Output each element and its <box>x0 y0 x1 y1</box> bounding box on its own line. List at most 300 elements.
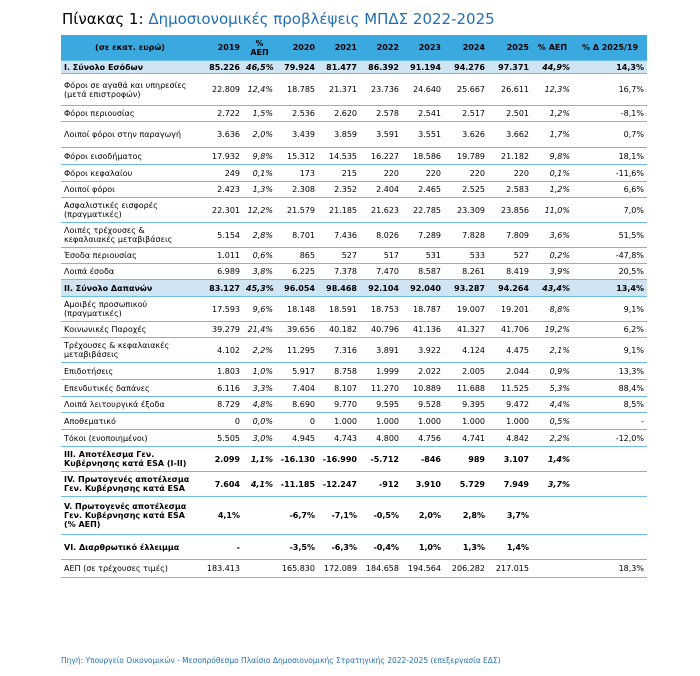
cell: 12,2% <box>243 198 276 223</box>
cell: 0,0% <box>243 413 276 430</box>
cell: 7.378 <box>318 264 360 280</box>
cell: 7.604 <box>199 472 243 497</box>
cell: -12.247 <box>318 472 360 497</box>
cell: 3.626 <box>444 122 488 148</box>
cell: 527 <box>318 248 360 264</box>
cell: 1,4% <box>488 535 532 560</box>
cell: 8.107 <box>318 380 360 397</box>
cell: -6,3% <box>318 535 360 560</box>
cell: 24.640 <box>402 74 444 106</box>
cell: -16.130 <box>276 447 318 472</box>
cell: -8,1% <box>573 106 647 122</box>
cell: 2.541 <box>402 106 444 122</box>
header-gdp-2019: % ΑΕΠ <box>243 35 276 61</box>
cell: 1,3% <box>243 182 276 198</box>
cell: 2.525 <box>444 182 488 198</box>
cell: 5.729 <box>444 472 488 497</box>
cell: 23.309 <box>444 198 488 223</box>
cell: 4,1% <box>199 497 243 535</box>
cell: 21.579 <box>276 198 318 223</box>
cell: 46,5% <box>243 61 276 74</box>
header-gdp-2025: % ΑΕΠ <box>532 35 573 61</box>
table-title <box>62 10 495 28</box>
table-row <box>61 74 647 106</box>
cell: 1.011 <box>199 248 243 264</box>
cell: 3,9% <box>532 264 573 280</box>
table-row <box>61 61 647 74</box>
cell: 3,6% <box>532 223 573 248</box>
cell: 41.706 <box>488 322 532 338</box>
row-label: II. Σύνολο Δαπανών <box>61 280 199 297</box>
cell: 8.701 <box>276 223 318 248</box>
cell: 2.099 <box>199 447 243 472</box>
cell: 14,3% <box>573 61 647 74</box>
cell: 19,2% <box>532 322 573 338</box>
cell: 18,3% <box>573 560 647 578</box>
cell: 41.136 <box>402 322 444 338</box>
table-title-text: Δημοσιονομικές προβλέψεις ΜΠΔΣ 2022-2025 <box>148 10 495 28</box>
cell: 2.536 <box>276 106 318 122</box>
table-row <box>61 472 647 497</box>
cell: 9.472 <box>488 397 532 413</box>
cell: 93.287 <box>444 280 488 297</box>
cell: 1,2% <box>532 106 573 122</box>
cell: 16.227 <box>360 148 402 165</box>
table-body <box>61 61 647 578</box>
cell: 0,5% <box>532 413 573 430</box>
cell: 1.000 <box>444 413 488 430</box>
cell: 51,5% <box>573 223 647 248</box>
cell: 21.623 <box>360 198 402 223</box>
cell: -6,7% <box>276 497 318 535</box>
cell: 8.690 <box>276 397 318 413</box>
cell: 8.261 <box>444 264 488 280</box>
row-label: III. Αποτέλεσμα Γεν. Κυβέρνησης κατά ESA (I-II) <box>61 447 199 472</box>
table-row <box>61 106 647 122</box>
cell: 92.040 <box>402 280 444 297</box>
cell: 9.770 <box>318 397 360 413</box>
cell: 4.475 <box>488 338 532 363</box>
cell: 11.295 <box>276 338 318 363</box>
table-row <box>61 380 647 397</box>
row-label: ΑΕΠ (σε τρέχουσες τιμές) <box>61 560 199 578</box>
header-2023: 2023 <box>402 35 444 61</box>
cell: 6,6% <box>573 182 647 198</box>
cell: 3.662 <box>488 122 532 148</box>
cell: 1,0% <box>243 363 276 380</box>
cell: 2,8% <box>243 223 276 248</box>
row-label: Ασφαλιστικές εισφορές (πραγματικές) <box>61 198 199 223</box>
cell: 39.279 <box>199 322 243 338</box>
row-label: Λοιπά λειτουργικά έξοδα <box>61 397 199 413</box>
cell: 17.932 <box>199 148 243 165</box>
cell: 3,7% <box>488 497 532 535</box>
header-2025: 2025 <box>488 35 532 61</box>
cell: 0 <box>199 413 243 430</box>
cell: 183.413 <box>199 560 243 578</box>
cell: 9,8% <box>532 148 573 165</box>
header-2021: 2021 <box>318 35 360 61</box>
cell <box>573 535 647 560</box>
cell: 3.107 <box>488 447 532 472</box>
header-2020: 2020 <box>276 35 318 61</box>
cell: 8,5% <box>573 397 647 413</box>
cell: 2.722 <box>199 106 243 122</box>
cell: 2.501 <box>488 106 532 122</box>
cell: 3,0% <box>243 430 276 447</box>
cell: 4.741 <box>444 430 488 447</box>
cell: 96.054 <box>276 280 318 297</box>
cell: 88,4% <box>573 380 647 397</box>
row-label: Λοιποί φόροι στην παραγωγή <box>61 122 199 148</box>
row-label: Λοιποί φόροι <box>61 182 199 198</box>
cell: 2,2% <box>243 338 276 363</box>
cell: 206.282 <box>444 560 488 578</box>
cell: 45,3% <box>243 280 276 297</box>
row-label: Τρέχουσες & κεφαλαιακές μεταβιβάσεις <box>61 338 199 363</box>
cell: 2.578 <box>360 106 402 122</box>
cell <box>532 497 573 535</box>
cell: 44,9% <box>532 61 573 74</box>
cell: 215 <box>318 165 360 182</box>
cell: 3.551 <box>402 122 444 148</box>
cell: 194.564 <box>402 560 444 578</box>
row-label: Αμοιβές προσωπικού (πραγματικές) <box>61 297 199 322</box>
cell: 14.535 <box>318 148 360 165</box>
cell: 2,0% <box>243 122 276 148</box>
cell: 1,4% <box>532 447 573 472</box>
row-label: Φόροι περιουσίας <box>61 106 199 122</box>
cell: 3.859 <box>318 122 360 148</box>
cell: 6,2% <box>573 322 647 338</box>
table-row <box>61 338 647 363</box>
cell: 11.270 <box>360 380 402 397</box>
cell: 4,1% <box>243 472 276 497</box>
cell: 2.465 <box>402 182 444 198</box>
cell: 11.688 <box>444 380 488 397</box>
cell <box>243 560 276 578</box>
cell: 19.201 <box>488 297 532 322</box>
cell: 2.583 <box>488 182 532 198</box>
cell: 86.392 <box>360 61 402 74</box>
row-label: Κοινωνικές Παροχές <box>61 322 199 338</box>
cell: 220 <box>488 165 532 182</box>
fiscal-projections-table <box>61 35 647 578</box>
cell: 0,1% <box>532 165 573 182</box>
cell: 13,3% <box>573 363 647 380</box>
header-delta: % Δ 2025/19 <box>573 35 647 61</box>
cell: 9.595 <box>360 397 402 413</box>
cell: 5.505 <box>199 430 243 447</box>
cell: 4.945 <box>276 430 318 447</box>
cell: 7.316 <box>318 338 360 363</box>
cell: 1,5% <box>243 106 276 122</box>
cell: 21.371 <box>318 74 360 106</box>
cell: 4.743 <box>318 430 360 447</box>
row-label: Λοιπές τρέχουσες & κεφαλαιακές μεταβιβάσεις <box>61 223 199 248</box>
cell: 22.785 <box>402 198 444 223</box>
cell: 0,1% <box>243 165 276 182</box>
header-row <box>61 35 647 61</box>
cell: 165.830 <box>276 560 318 578</box>
row-label: IV. Πρωτογενές αποτέλεσμα Γεν. Κυβέρνησης κατά ESA <box>61 472 199 497</box>
cell: 1,0% <box>402 535 444 560</box>
cell: 20,5% <box>573 264 647 280</box>
cell: 2,1% <box>532 338 573 363</box>
cell: 81.477 <box>318 61 360 74</box>
table-row <box>61 363 647 380</box>
cell: 11,0% <box>532 198 573 223</box>
cell: 97.371 <box>488 61 532 74</box>
cell: 8.419 <box>488 264 532 280</box>
cell: 2.005 <box>444 363 488 380</box>
cell: 3.910 <box>402 472 444 497</box>
cell: -7,1% <box>318 497 360 535</box>
cell: 5.917 <box>276 363 318 380</box>
cell: 0 <box>276 413 318 430</box>
cell: 9,6% <box>243 297 276 322</box>
cell: 6.116 <box>199 380 243 397</box>
cell: 91.194 <box>402 61 444 74</box>
row-label: Επιδοτήσεις <box>61 363 199 380</box>
cell: 85.226 <box>199 61 243 74</box>
cell: 94.276 <box>444 61 488 74</box>
cell <box>532 535 573 560</box>
table-row <box>61 248 647 264</box>
cell: 0,7% <box>573 122 647 148</box>
cell <box>532 560 573 578</box>
cell: 23.856 <box>488 198 532 223</box>
cell: 8.026 <box>360 223 402 248</box>
row-label: Φόροι εισοδήματος <box>61 148 199 165</box>
cell: 3,7% <box>532 472 573 497</box>
cell: -12,0% <box>573 430 647 447</box>
cell: 172.089 <box>318 560 360 578</box>
cell: 1.000 <box>402 413 444 430</box>
table-row <box>61 413 647 430</box>
row-label: I. Σύνολο Εσόδων <box>61 61 199 74</box>
cell: 2.517 <box>444 106 488 122</box>
cell: 22.301 <box>199 198 243 223</box>
cell: 4,4% <box>532 397 573 413</box>
cell: 12,3% <box>532 74 573 106</box>
cell: 83.127 <box>199 280 243 297</box>
table-row <box>61 165 647 182</box>
cell: 18.753 <box>360 297 402 322</box>
cell: 7.404 <box>276 380 318 397</box>
cell: 19.789 <box>444 148 488 165</box>
cell: 3,3% <box>243 380 276 397</box>
cell: -846 <box>402 447 444 472</box>
cell: 2.022 <box>402 363 444 380</box>
cell: 2,8% <box>444 497 488 535</box>
cell: 9.528 <box>402 397 444 413</box>
cell: 220 <box>402 165 444 182</box>
row-label: Λοιπά έσοδα <box>61 264 199 280</box>
table-row <box>61 297 647 322</box>
cell: 11.525 <box>488 380 532 397</box>
cell: 533 <box>444 248 488 264</box>
cell: 39.656 <box>276 322 318 338</box>
cell: 4.800 <box>360 430 402 447</box>
cell: 5.154 <box>199 223 243 248</box>
cell: -912 <box>360 472 402 497</box>
row-label: Τόκοι (ενοποιημένοι) <box>61 430 199 447</box>
cell: 9,1% <box>573 297 647 322</box>
cell: 23.736 <box>360 74 402 106</box>
cell: 21.182 <box>488 148 532 165</box>
cell: 7,0% <box>573 198 647 223</box>
table-row <box>61 397 647 413</box>
cell: 18.586 <box>402 148 444 165</box>
cell: 217.015 <box>488 560 532 578</box>
cell: 98.468 <box>318 280 360 297</box>
cell: 18.785 <box>276 74 318 106</box>
cell: 21,4% <box>243 322 276 338</box>
source-note: Πηγή: Υπουργείο Οικονομικών - Μεσοπρόθεσμο Πλαίσιο Δημοσιονομικής Στρατηγικής 2022-2025 (επεξεργασία ΕΔΣ) <box>61 656 501 665</box>
header-2022: 2022 <box>360 35 402 61</box>
row-label: Φόροι κεφαλαίου <box>61 165 199 182</box>
table-row <box>61 280 647 297</box>
cell: 2.308 <box>276 182 318 198</box>
table-row <box>61 264 647 280</box>
cell: 4.842 <box>488 430 532 447</box>
cell: 1.803 <box>199 363 243 380</box>
cell: 6.225 <box>276 264 318 280</box>
cell: 1.000 <box>318 413 360 430</box>
cell: 18.787 <box>402 297 444 322</box>
cell: 7.828 <box>444 223 488 248</box>
table-row <box>61 447 647 472</box>
cell: 531 <box>402 248 444 264</box>
cell: -11.185 <box>276 472 318 497</box>
header-2024: 2024 <box>444 35 488 61</box>
cell: 2,2% <box>532 430 573 447</box>
cell: 92.104 <box>360 280 402 297</box>
cell: 2.044 <box>488 363 532 380</box>
cell: -0,4% <box>360 535 402 560</box>
cell: 13,4% <box>573 280 647 297</box>
cell: 9,8% <box>243 148 276 165</box>
cell: 79.924 <box>276 61 318 74</box>
table-row <box>61 198 647 223</box>
table-row <box>61 535 647 560</box>
cell: 94.264 <box>488 280 532 297</box>
cell: 4,8% <box>243 397 276 413</box>
cell: -5.712 <box>360 447 402 472</box>
cell: - <box>573 413 647 430</box>
cell <box>573 472 647 497</box>
cell: 4.756 <box>402 430 444 447</box>
cell: - <box>199 535 243 560</box>
table-row <box>61 560 647 578</box>
cell: 7.470 <box>360 264 402 280</box>
cell: 184.658 <box>360 560 402 578</box>
cell: 1.999 <box>360 363 402 380</box>
cell: 2.404 <box>360 182 402 198</box>
cell: 2,0% <box>402 497 444 535</box>
cell: 2.423 <box>199 182 243 198</box>
cell: 0,2% <box>532 248 573 264</box>
table-row <box>61 430 647 447</box>
cell: 249 <box>199 165 243 182</box>
cell <box>243 497 276 535</box>
table-row <box>61 223 647 248</box>
cell <box>573 447 647 472</box>
cell: 3.439 <box>276 122 318 148</box>
cell: -16.990 <box>318 447 360 472</box>
row-label: Αποθεματικό <box>61 413 199 430</box>
cell: 8.587 <box>402 264 444 280</box>
cell: -3,5% <box>276 535 318 560</box>
cell: 12,4% <box>243 74 276 106</box>
cell: 18.591 <box>318 297 360 322</box>
cell: 7.809 <box>488 223 532 248</box>
cell: 7.436 <box>318 223 360 248</box>
table-row <box>61 148 647 165</box>
table-row <box>61 122 647 148</box>
row-label: Φόροι σε αγαθά και υπηρεσίες (μετά επιστροφών) <box>61 74 199 106</box>
cell: 0,6% <box>243 248 276 264</box>
cell: 2.352 <box>318 182 360 198</box>
cell: 43,4% <box>532 280 573 297</box>
cell <box>243 535 276 560</box>
cell: 4.124 <box>444 338 488 363</box>
cell: 989 <box>444 447 488 472</box>
cell: 220 <box>360 165 402 182</box>
cell: 3.891 <box>360 338 402 363</box>
table-row <box>61 497 647 535</box>
cell: 15.312 <box>276 148 318 165</box>
cell: 1.000 <box>488 413 532 430</box>
cell: 7.289 <box>402 223 444 248</box>
cell: 527 <box>488 248 532 264</box>
row-label: VI. Διαρθρωτικό έλλειμμα <box>61 535 199 560</box>
cell: 1,2% <box>532 182 573 198</box>
cell: 517 <box>360 248 402 264</box>
cell: -47,8% <box>573 248 647 264</box>
cell: 865 <box>276 248 318 264</box>
cell: 16,7% <box>573 74 647 106</box>
cell: 7.949 <box>488 472 532 497</box>
cell: 3.636 <box>199 122 243 148</box>
cell: 21.185 <box>318 198 360 223</box>
cell: 6.989 <box>199 264 243 280</box>
cell: 3.591 <box>360 122 402 148</box>
row-label: V. Πρωτογενές αποτέλεσμα Γεν. Κυβέρνησης κατά ESA (% ΑΕΠ) <box>61 497 199 535</box>
cell: 173 <box>276 165 318 182</box>
cell: 22.809 <box>199 74 243 106</box>
cell: -0,5% <box>360 497 402 535</box>
cell: 19.007 <box>444 297 488 322</box>
cell: 5,3% <box>532 380 573 397</box>
cell: 8.729 <box>199 397 243 413</box>
cell: 18,1% <box>573 148 647 165</box>
table-row <box>61 322 647 338</box>
cell: 1,1% <box>243 447 276 472</box>
cell: -11,6% <box>573 165 647 182</box>
cell: 9.395 <box>444 397 488 413</box>
cell: 10.889 <box>402 380 444 397</box>
cell: 18.148 <box>276 297 318 322</box>
cell: 1,3% <box>444 535 488 560</box>
cell: 0,9% <box>532 363 573 380</box>
cell: 4.102 <box>199 338 243 363</box>
cell: 40.796 <box>360 322 402 338</box>
cell: 3.922 <box>402 338 444 363</box>
cell: 220 <box>444 165 488 182</box>
cell: 1,7% <box>532 122 573 148</box>
